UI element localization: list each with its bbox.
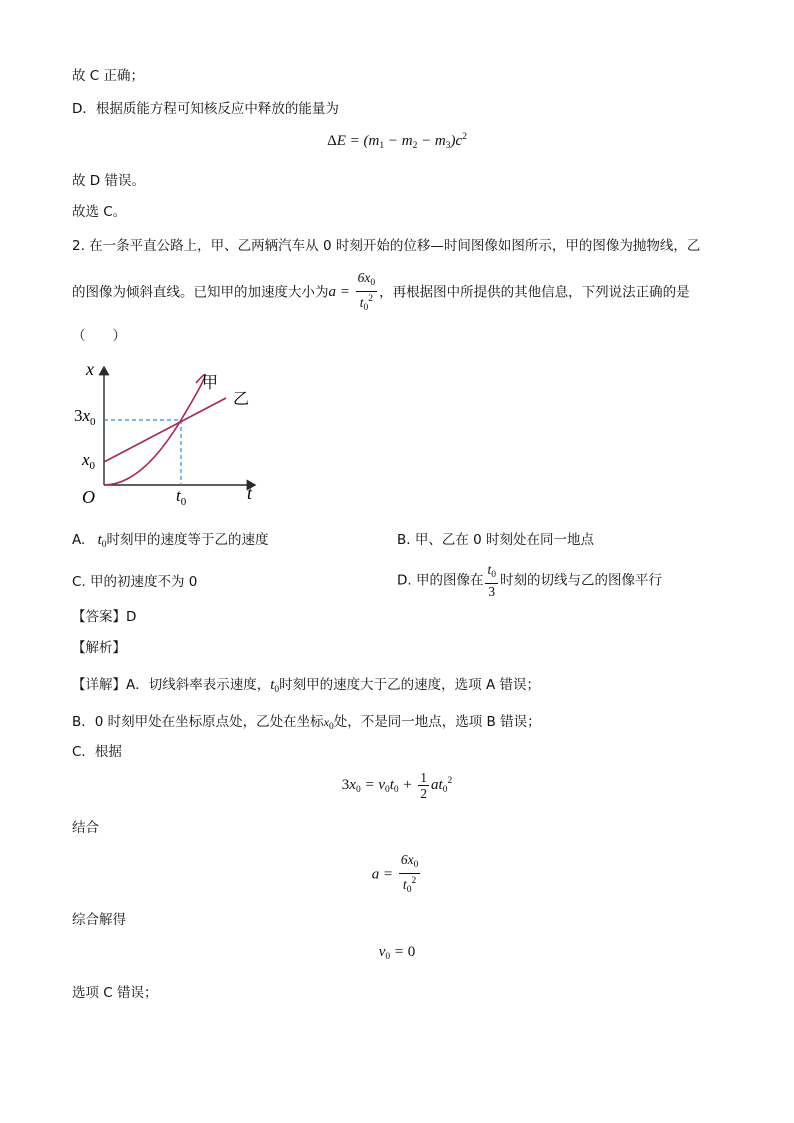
graph-curve-jia <box>104 375 205 485</box>
option-b[interactable]: B. 甲、乙在 0 时刻处在同一地点 <box>397 532 595 548</box>
text-d-wrong: 故 D 错误。 <box>72 173 145 189</box>
option-d-fraction: $\frac{t_0}{3}$ <box>487 562 496 599</box>
question-2-line-2-pre: 的图像为倾斜直线。已知甲的加速度大小为 <box>72 284 329 301</box>
equation-v0: $v_0 = 0$ <box>378 944 416 962</box>
text-c-wrong: 选项 C 错误； <box>72 985 158 1001</box>
equation-displacement: $3x_0 = v_0t_0$ + $\frac{1}{2}$ $at_0^2$ <box>341 770 453 801</box>
option-d-text: 时刻的切线与乙的图像平行 <box>500 572 662 589</box>
detail-b-pre: B．0 时刻甲处在坐标原点处，乙处在坐标 <box>72 714 324 730</box>
option-a-text: 时刻甲的速度等于乙的速度 <box>106 532 269 548</box>
detail-b <box>72 712 541 737</box>
equation-acceleration: a = $\frac{6x_0}{t_0^2}$ <box>371 852 419 895</box>
option-a-label: A. <box>72 532 86 548</box>
answer-tag: 【答案】 <box>72 609 126 625</box>
question-2-line-1: 2. 在一条平直公路上，甲、乙两辆汽车从 0 时刻开始的位移—时间图像如图所示，甲的图像为抛物线，乙 <box>72 238 701 254</box>
option-d-label: D. 甲的图像在 <box>397 572 484 589</box>
analysis-tag: 【解析】 <box>72 640 126 656</box>
detail-a-post: 时刻甲的速度大于乙的速度，选项 A 错误； <box>279 677 540 693</box>
graph-label-jia: 甲 <box>202 375 219 392</box>
option-d[interactable] <box>397 562 662 599</box>
graph-line-yi <box>104 398 226 462</box>
graph-label-x: x <box>86 359 94 379</box>
text-choose-c: 故选 C。 <box>72 204 127 220</box>
detail-b-x0: $x_0$ <box>323 715 334 732</box>
detail-b-post: 处，不是同一地点，选项 B 错误； <box>333 714 541 730</box>
option-c[interactable]: C. 甲的初速度不为 0 <box>72 574 198 590</box>
xt-graph <box>70 355 270 515</box>
detail-a <box>72 675 540 700</box>
detail-c-intro: C．根据 <box>72 744 122 760</box>
detail-a-pre: A．切线斜率表示速度， <box>126 677 271 693</box>
equation-energy: $\Delta E = (m_1 - m_2 - m_3)c^2$ <box>327 132 467 151</box>
graph-tick-t0: $t_0$ <box>176 486 187 508</box>
graph-label-yi: 乙 <box>233 391 250 408</box>
question-2-line-2-post: ，再根据图中所提供的其他信息，下列说法正确的是 <box>379 284 690 301</box>
graph-label-t: t <box>247 483 253 503</box>
answer-line <box>72 607 136 627</box>
answer-value: D <box>126 609 137 625</box>
text-solve: 综合解得 <box>72 912 126 928</box>
option-a-t0: $t_0$ <box>97 532 107 550</box>
accel-formula: a = $\frac{6x_0}{t_0^2}$ <box>328 270 376 313</box>
detail-tag: 【详解】 <box>72 677 126 693</box>
detail-a-t0: $t_0$ <box>270 677 280 695</box>
question-2-line-2 <box>72 270 690 316</box>
graph-tick-x0: $x_0$ <box>82 450 96 472</box>
question-2-paren: （ ） <box>72 328 126 344</box>
text-combine: 结合 <box>72 820 99 836</box>
graph-tick-3x0: $3x_0$ <box>74 406 96 428</box>
graph-label-origin: O <box>82 487 95 507</box>
text-d-intro: D．根据质能方程可知核反应中释放的能量为 <box>72 101 339 117</box>
text-c-correct: 故 C 正确； <box>72 68 145 84</box>
option-a[interactable] <box>72 530 269 555</box>
